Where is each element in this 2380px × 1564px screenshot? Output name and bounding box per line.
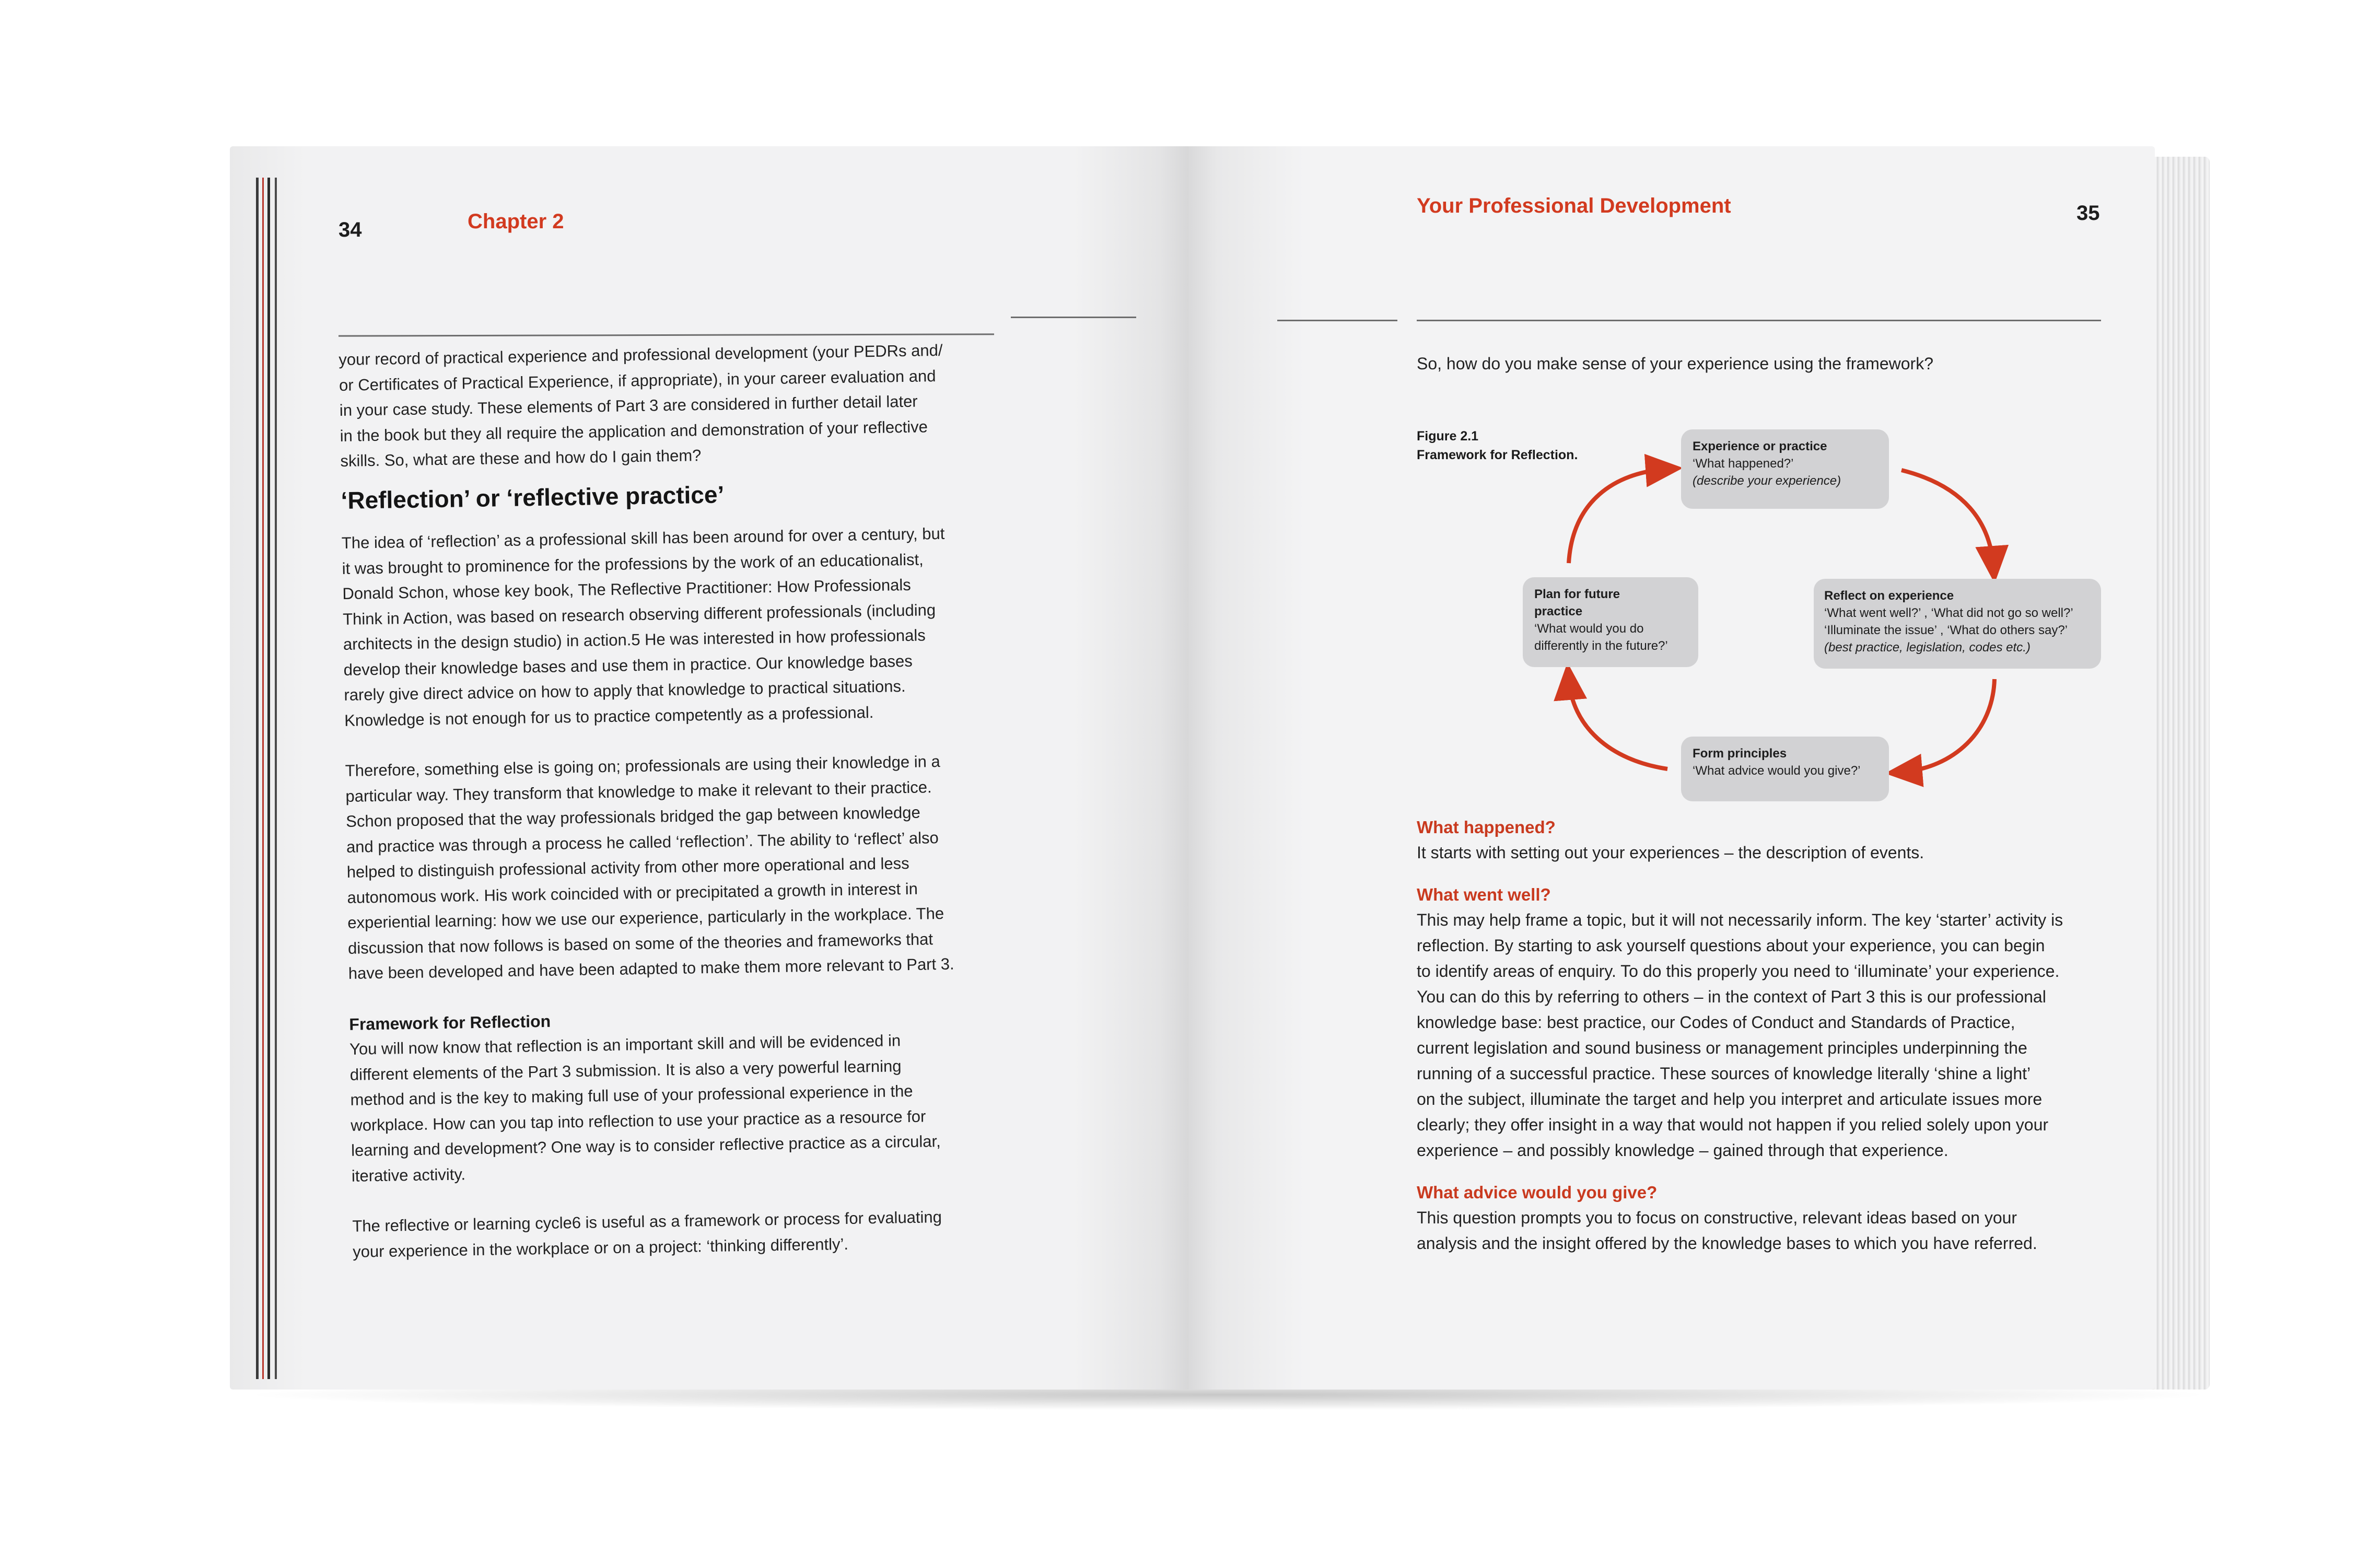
node-line: ‘What went well?’ , ‘What did not go so well?’ [1824, 606, 2073, 620]
running-header-right: Your Professional Development [1417, 194, 1731, 217]
page-number-right: 35 [2076, 202, 2100, 225]
para4-line: your experience in the workplace or on a project: ‘thinking differently’. [352, 1234, 849, 1261]
node-line: ‘What advice would you give?’ [1693, 764, 1861, 778]
node-title: Form principles [1693, 746, 1787, 761]
section-line: to identify areas of enquiry. To do this properly you need to ‘illuminate’ your experience. [1417, 962, 2060, 981]
section-heading: ‘Reflection’ or ‘reflective practice’ [341, 480, 725, 514]
intro-line: skills. So, what are these and how do I gain them? [340, 446, 702, 470]
para3-line: learning and development? One way is to consider reflective practice as a circular, [351, 1132, 941, 1160]
arrow-experience-to-reflect [1901, 470, 1993, 567]
para3-line: workplace. How can you tap into reflection to use your practice as a resource for [351, 1107, 926, 1135]
para1-line: Knowledge is not enough for us to practice competently as a professional. [344, 703, 874, 730]
para2-line: and practice was through a process he called ‘reflection’. The ability to ‘reflect’ also [346, 828, 939, 856]
intro-line: in the book but they all require the application and demonstration of your reflective [340, 417, 928, 445]
para1-line: develop their knowledge bases and use them in practice. Our knowledge bases [343, 651, 913, 679]
section-line: experience – and possibly knowledge – gained through that experience. [1417, 1141, 1949, 1160]
node-line: (best practice, legislation, codes etc.) [1824, 640, 2031, 655]
node-plan-for-future-practice [1523, 577, 1698, 667]
intro-line: or Certificates of Practical Experience, if appropriate), in your career evaluation and [339, 366, 936, 394]
section-heading: What went well? [1417, 885, 1551, 904]
right-text-block [1417, 815, 2127, 1256]
section-line: It starts with setting out your experiences – the description of events. [1417, 843, 1924, 862]
node-experience-or-practice [1681, 429, 1889, 509]
section-line: You can do this by referring to others – in the context of Part 3 this is our professional [1417, 987, 2046, 1006]
section-line: current legislation and sound business or management principles underpinning the [1417, 1038, 2027, 1057]
section-what-happened [1417, 815, 2127, 866]
figure-title: Framework for Reflection. [1417, 448, 1578, 462]
section-line: analysis and the insight offered by the knowledge bases to which you have referred. [1417, 1234, 2037, 1253]
para2-line: Schon proposed that the way professionals bridged the gap between knowledge [345, 803, 920, 831]
section-what-advice [1417, 1180, 2127, 1256]
subheading: Framework for Reflection [349, 1011, 551, 1034]
intro-line: your record of practical experience and professional development (your PEDRs and/ [339, 341, 943, 369]
section-line: clearly; they offer insight in a way that would not happen if you relied solely upon your [1417, 1115, 2049, 1134]
section-what-went-well [1417, 882, 2127, 1163]
section-heading: What happened? [1417, 818, 1556, 837]
para3-line: You will now know that reflection is an important skill and will be evidenced in [349, 1031, 901, 1058]
para4-line: The reflective or learning cycle6 is useful as a framework or process for evaluating [352, 1208, 942, 1235]
arrow-plan-to-experience [1569, 469, 1666, 563]
lead-sentence: So, how do you make sense of your experience using the framework? [1417, 354, 1933, 373]
para1-line: Donald Schon, whose key book, The Reflective Practitioner: How Professionals [342, 575, 911, 603]
para3-line: different elements of the Part 3 submission. It is also a very powerful learning [349, 1056, 902, 1084]
node-line: ‘What would you do [1534, 622, 1644, 636]
node-reflect-on-experience [1814, 579, 2101, 669]
para2-line: have been developed and have been adapted to make them more relevant to Part 3. [348, 954, 954, 983]
para1-line: it was brought to prominence for the professions by the work of an educationalist, [342, 550, 924, 578]
intro-line: in your case study. These elements of Part 3 are considered in further detail later [339, 392, 918, 419]
node-title: Experience or practice [1693, 439, 1827, 453]
para3-line: method and is the key to making full use of your professional experience in the [350, 1081, 913, 1109]
running-header-left: Chapter 2 [468, 210, 564, 233]
section-line: knowledge base: best practice, our Codes of Conduct and Standards of Practice, [1417, 1013, 2015, 1032]
node-title: practice [1534, 604, 1583, 618]
section-line: reflection. By starting to ask yourself questions about your experience, you can begin [1417, 936, 2045, 955]
para2-line: particular way. They transform that knowledge to make it relevant to their practice. [345, 777, 932, 806]
para2-line: Therefore, something else is going on; professionals are using their knowledge in a [345, 752, 940, 780]
para1-line: Think in Action, was based on research observing different professionals (including [342, 600, 936, 628]
arrow-principles-to-plan [1569, 679, 1667, 769]
node-title: Reflect on experience [1824, 589, 1954, 603]
node-line: (describe your experience) [1693, 474, 1841, 488]
para2-line: helped to distinguish professional activity from other more operational and less [346, 854, 909, 881]
node-title: Plan for future [1534, 587, 1620, 601]
section-line: on the subject, illuminate the target and help you interpret and articulate issues more [1417, 1090, 2043, 1108]
node-line: ‘Illuminate the issue’ , ‘What do others say?’ [1824, 623, 2068, 637]
para2-line: experiential learning: how we use our experience, particularly in the workplace. The [347, 904, 944, 932]
node-line: differently in the future?’ [1534, 639, 1668, 653]
section-line: running of a successful practice. These sources of knowledge literally ‘shine a light’ [1417, 1064, 2031, 1083]
para1-line: rarely give direct advice on how to apply that knowledge to practical situations. [344, 677, 906, 704]
node-form-principles [1681, 737, 1889, 801]
para2-line: autonomous work. His work coincided with or precipitated a growth in interest in [347, 879, 918, 907]
arrow-reflect-to-principles [1901, 679, 1994, 772]
figure-label: Figure 2.1 [1417, 429, 1479, 443]
para2-line: discussion that now follows is based on some of the theories and frameworks that [347, 929, 934, 958]
para3-line: iterative activity. [351, 1164, 466, 1185]
node-line: ‘What happened?’ [1693, 457, 1794, 471]
para1-line: The idea of ‘reflection’ as a professional skill has been around for over a century, but [341, 524, 945, 552]
section-line: This question prompts you to focus on constructive, relevant ideas based on your [1417, 1208, 2017, 1227]
section-line: This may help frame a topic, but it will not necessarily inform. The key ‘starter’ activity is [1417, 911, 2063, 929]
page-number-left: 34 [339, 218, 362, 241]
section-heading: What advice would you give? [1417, 1183, 1658, 1202]
para1-line: architects in the design studio) in action.5 He was interested in how professionals [343, 626, 926, 653]
